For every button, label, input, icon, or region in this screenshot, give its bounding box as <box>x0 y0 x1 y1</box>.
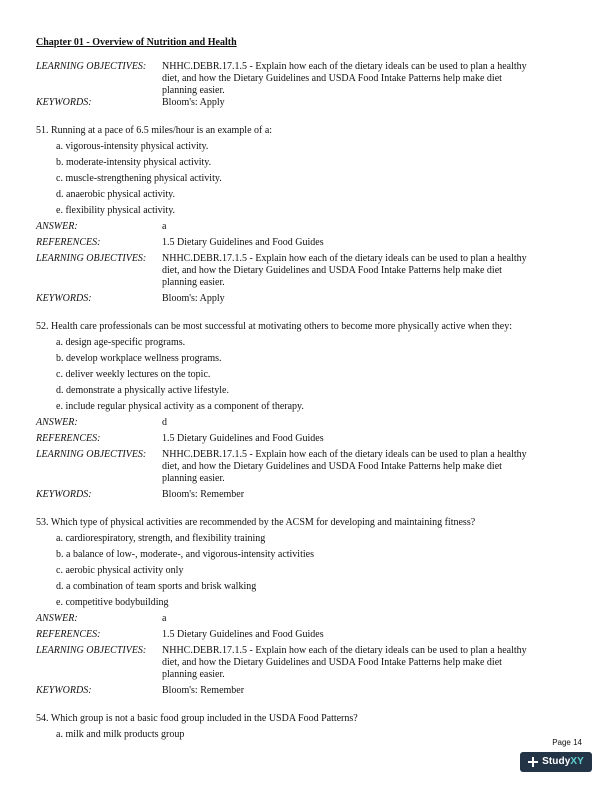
answer-option: c. deliver weekly lectures on the topic. <box>56 369 211 380</box>
keywords-value: Bloom's: Remember <box>162 685 245 696</box>
studyxy-logo-text <box>542 756 584 768</box>
answer-option: b. a balance of low-, moderate-, and vigorous-intensity activities <box>56 549 314 560</box>
keywords-label: KEYWORDS: <box>36 489 92 500</box>
answer-option: e. competitive bodybuilding <box>56 597 169 608</box>
references-label: REFERENCES: <box>36 237 101 248</box>
learning-objectives-label: LEARNING OBJECTIVES: <box>36 449 147 460</box>
keywords-value: Bloom's: Remember <box>162 489 245 500</box>
answer-option: a. milk and milk products group <box>56 729 185 740</box>
learning-objectives-label: LEARNING OBJECTIVES: <box>36 645 147 656</box>
answer-option: e. include regular physical activity as a component of therapy. <box>56 401 304 412</box>
keywords-row <box>36 489 584 501</box>
answer-value: d <box>162 417 167 428</box>
answer-options <box>36 141 584 217</box>
learning-objectives-line: NHHC.DEBR.17.1.5 - Explain how each of the dietary ideals can be used to plan a healthy <box>162 61 527 72</box>
question-stem: 54. Which group is not a basic food group included in the USDA Food Patterns? <box>36 713 358 724</box>
answer-options <box>36 729 584 741</box>
references-row <box>36 433 584 445</box>
learning-objectives-line: diet, and how the Dietary Guidelines and USDA Food Intake Patterns help make diet <box>162 265 502 276</box>
brand-suffix: XY <box>570 756 584 767</box>
answer-options <box>36 337 584 413</box>
answer-label: ANSWER: <box>36 613 78 624</box>
references-value: 1.5 Dietary Guidelines and Food Guides <box>162 629 324 640</box>
references-value: 1.5 Dietary Guidelines and Food Guides <box>162 433 324 444</box>
question-54 <box>36 713 584 741</box>
keywords-row <box>36 685 584 697</box>
brand-prefix: Study <box>542 756 571 767</box>
references-row <box>36 629 584 641</box>
learning-objectives-line: NHHC.DEBR.17.1.5 - Explain how each of the dietary ideals can be used to plan a healthy <box>162 253 527 264</box>
answer-option: a. design age-specific programs. <box>56 337 186 348</box>
plus-icon <box>528 757 538 767</box>
question-53 <box>36 517 584 697</box>
learning-objectives-value <box>162 61 584 97</box>
question-stem: 52. Health care professionals can be most successful at motivating others to become more physically active when they: <box>36 321 512 332</box>
keywords-row <box>36 293 584 305</box>
answer-option: d. demonstrate a physically active lifestyle. <box>56 385 229 396</box>
answer-value: a <box>162 221 167 232</box>
learning-objectives-line: NHHC.DEBR.17.1.5 - Explain how each of the dietary ideals can be used to plan a healthy <box>162 645 527 656</box>
learning-objectives-value <box>162 253 584 289</box>
keywords-label: KEYWORDS: <box>36 97 92 108</box>
keywords-label: KEYWORDS: <box>36 685 92 696</box>
learning-objectives-line: diet, and how the Dietary Guidelines and USDA Food Intake Patterns help make diet <box>162 73 502 84</box>
answer-option: a. cardiorespiratory, strength, and flexibility training <box>56 533 266 544</box>
learning-objectives-row <box>36 645 584 681</box>
keywords-value: Bloom's: Apply <box>162 293 225 304</box>
learning-objectives-line: diet, and how the Dietary Guidelines and USDA Food Intake Patterns help make diet <box>162 461 502 472</box>
learning-objectives-row <box>36 449 584 485</box>
learning-objectives-line: planning easier. <box>162 669 225 680</box>
learning-objectives-line: planning easier. <box>162 277 225 288</box>
answer-option: e. flexibility physical activity. <box>56 205 176 216</box>
answer-option: b. moderate-intensity physical activity. <box>56 157 212 168</box>
learning-objectives-value <box>162 645 584 681</box>
answer-option: d. anaerobic physical activity. <box>56 189 176 200</box>
question-51 <box>36 125 584 305</box>
answer-label: ANSWER: <box>36 417 78 428</box>
chapter-title: Chapter 01 - Overview of Nutrition and Health <box>36 37 237 48</box>
question-stem: 53. Which type of physical activities are recommended by the ACSM for developing and maintaining fitness? <box>36 517 476 528</box>
references-row <box>36 237 584 249</box>
question-stem: 51. Running at a pace of 6.5 miles/hour is an example of a: <box>36 125 273 136</box>
learning-objectives-value <box>162 449 584 485</box>
learning-objectives-line: diet, and how the Dietary Guidelines and USDA Food Intake Patterns help make diet <box>162 657 502 668</box>
references-value: 1.5 Dietary Guidelines and Food Guides <box>162 237 324 248</box>
references-label: REFERENCES: <box>36 433 101 444</box>
question-52 <box>36 321 584 501</box>
answer-row <box>36 613 584 625</box>
learning-objectives-line: planning easier. <box>162 473 225 484</box>
learning-objectives-label: LEARNING OBJECTIVES: <box>36 253 147 264</box>
references-label: REFERENCES: <box>36 629 101 640</box>
answer-option: c. muscle-strengthening physical activity. <box>56 173 222 184</box>
intro-keywords-row <box>36 97 584 109</box>
learning-objectives-row <box>36 253 584 289</box>
answer-label: ANSWER: <box>36 221 78 232</box>
keywords-label: KEYWORDS: <box>36 293 92 304</box>
answer-options <box>36 533 584 609</box>
answer-option: a. vigorous-intensity physical activity. <box>56 141 209 152</box>
answer-option: b. develop workplace wellness programs. <box>56 353 222 364</box>
answer-option: c. aerobic physical activity only <box>56 565 184 576</box>
answer-row <box>36 221 584 233</box>
studyxy-logo-badge[interactable] <box>520 752 592 772</box>
answer-row <box>36 417 584 429</box>
learning-objectives-line: planning easier. <box>162 85 225 96</box>
keywords-value: Bloom's: Apply <box>162 97 225 108</box>
answer-option: d. a combination of team sports and brisk walking <box>56 581 257 592</box>
answer-value: a <box>162 613 167 624</box>
document-page <box>36 37 584 741</box>
intro-learning-objectives-row <box>36 61 584 97</box>
learning-objectives-line: NHHC.DEBR.17.1.5 - Explain how each of the dietary ideals can be used to plan a healthy <box>162 449 527 460</box>
learning-objectives-label: LEARNING OBJECTIVES: <box>36 61 147 72</box>
page-number: Page 14 <box>552 738 582 747</box>
